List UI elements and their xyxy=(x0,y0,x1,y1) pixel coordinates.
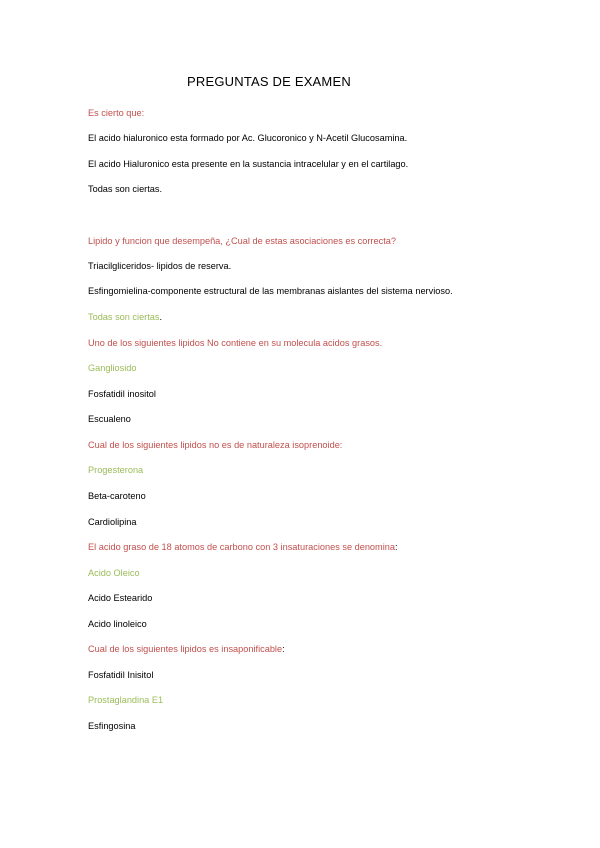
q6-correct-option: Prostaglandina E1 xyxy=(88,695,164,705)
q1-option-2: El acido Hialuronico esta presente en la sustancia intracelular y en el cartilago. xyxy=(88,159,409,169)
q4-correct-option: Progesterona xyxy=(88,465,144,475)
q2-correct-option xyxy=(88,311,162,323)
question-2: Lipido y funcion que desempeña, ¿Cual de estas asociaciones es correcta? xyxy=(88,236,396,246)
q2-correct-suffix: . xyxy=(159,312,163,322)
question-1: Es cierto que: xyxy=(88,108,145,118)
question-5 xyxy=(88,541,398,553)
q6-question-text: Cual de los siguientes lipidos es insaponificable xyxy=(88,644,283,654)
q2-option-2: Esfingomielina-componente estructural de las membranas aislantes del sistema nervioso. xyxy=(88,286,453,296)
q5-question-suffix: : xyxy=(394,542,398,552)
q4-option-1: Beta-caroteno xyxy=(88,491,146,501)
q1-option-3: Todas son ciertas. xyxy=(88,184,163,194)
question-6 xyxy=(88,643,285,655)
q5-correct-option: Acido Oleico xyxy=(88,568,140,578)
q2-correct-text: Todas son ciertas xyxy=(88,312,160,322)
page-title: PREGUNTAS DE EXAMEN xyxy=(187,74,351,89)
q2-option-1: Triacilgliceridos- lipidos de reserva. xyxy=(88,261,232,271)
q5-option-1: Acido Estearido xyxy=(88,593,153,603)
question-4: Cual de los siguientes lipidos no es de naturaleza isoprenoide: xyxy=(88,440,343,450)
q5-question-text: El acido graso de 18 atomos de carbono con 3 insaturaciones se denomina xyxy=(88,542,395,552)
q3-option-1: Fosfatidil inositol xyxy=(88,389,156,399)
question-3: Uno de los siguientes lipidos No contiene en su molecula acidos grasos. xyxy=(88,338,383,348)
q1-option-1: El acido hialuronico esta formado por Ac. Glucoronico y N-Acetil Glucosamina. xyxy=(88,133,408,143)
q3-option-2: Escualeno xyxy=(88,414,131,424)
q4-option-2: Cardiolipina xyxy=(88,517,137,527)
q6-option-3: Esfingosina xyxy=(88,721,136,731)
q6-option-1: Fosfatidil Inisitol xyxy=(88,670,154,680)
q6-question-suffix: : xyxy=(282,644,285,654)
q3-correct-option: Gangliosido xyxy=(88,363,137,373)
q5-option-2: Acido linoleico xyxy=(88,619,147,629)
